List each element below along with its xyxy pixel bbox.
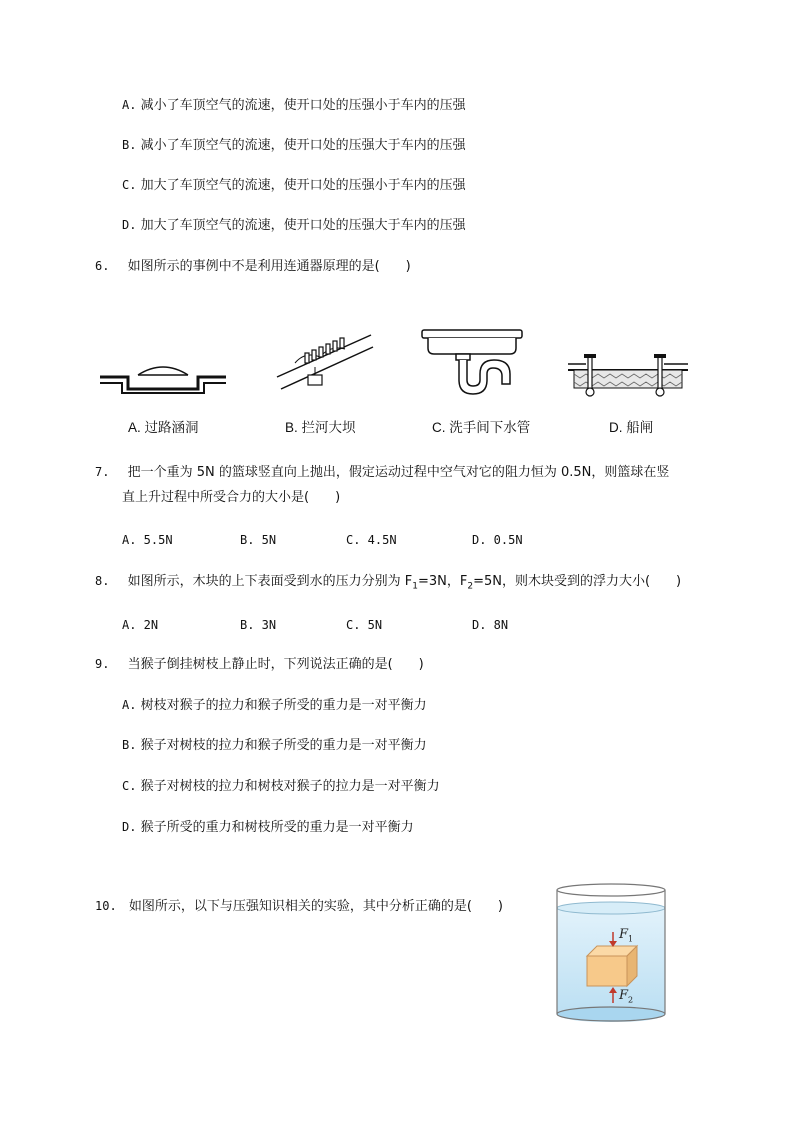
- q8-stem: 8. 如图所示，木块的上下表面受到水的压力分别为 $F_1=3N$，$F_2=5N$，则木块受到的浮力大小( ): [95, 574, 682, 592]
- q5-option-b: B. 减小了车顶空气的流速，使开口处的压强大于车内的压强: [122, 138, 466, 153]
- sink-drain-figure: [420, 328, 530, 400]
- q7-option-c: C. 4.5N: [346, 533, 397, 547]
- q8-option-c: C. 5N: [346, 618, 383, 632]
- q9-option-c: C. 猴子对树枝的拉力和树枝对猴子的拉力是一对平衡力: [122, 779, 440, 794]
- q8-option-b: B. 3N: [240, 618, 277, 632]
- dam-figure: [275, 333, 375, 395]
- f2-label: $F_2$: [619, 988, 634, 1005]
- q5-option-a: A. 减小了车顶空气的流速，使开口处的压强小于车内的压强: [122, 98, 466, 113]
- q8-option-a: A. 2N: [122, 618, 159, 632]
- beaker-figure: [553, 880, 669, 1025]
- caption-drain: C. 洗手间下水管: [432, 420, 531, 435]
- caption-ship-lock: D. 船闸: [609, 420, 654, 435]
- q7-option-d: D. 0.5N: [472, 533, 523, 547]
- ship-lock-figure: [566, 348, 690, 400]
- q8-option-d: D. 8N: [472, 618, 509, 632]
- q7-stem-line1: 7. 把一个重为 5N 的篮球竖直向上抛出，假定运动过程中空气对它的阻力恒为 0.5N，则篮球在竖: [95, 465, 670, 480]
- q7-option-b: B. 5N: [240, 533, 277, 547]
- culvert-figure: [98, 355, 228, 395]
- q9-option-a: A. 树枝对猴子的拉力和猴子所受的重力是一对平衡力: [122, 698, 427, 713]
- q9-stem: 9. 当猴子倒挂树枝上静止时，下列说法正确的是( ): [95, 657, 424, 672]
- beaker-drawing: [553, 880, 669, 1025]
- f1-label: $F_1$: [619, 927, 634, 944]
- q7-stem-line2: 直上升过程中所受合力的大小是( ): [122, 490, 341, 505]
- q9-option-b: B. 猴子对树枝的拉力和猴子所受的重力是一对平衡力: [122, 738, 427, 753]
- q10-stem: 10. 如图所示，以下与压强知识相关的实验，其中分析正确的是( ): [95, 899, 503, 914]
- q5-option-d: D. 加大了车顶空气的流速，使开口处的压强大于车内的压强: [122, 218, 466, 233]
- caption-culvert: A. 过路涵洞: [128, 420, 199, 435]
- q6-stem: 6. 如图所示的事例中不是利用连通器原理的是( ): [95, 259, 411, 274]
- q5-option-c: C. 加大了车顶空气的流速，使开口处的压强小于车内的压强: [122, 178, 466, 193]
- q7-option-a: A. 5.5N: [122, 533, 173, 547]
- q9-option-d: D. 猴子所受的重力和树枝所受的重力是一对平衡力: [122, 820, 414, 835]
- caption-dam: B. 拦河大坝: [285, 420, 356, 435]
